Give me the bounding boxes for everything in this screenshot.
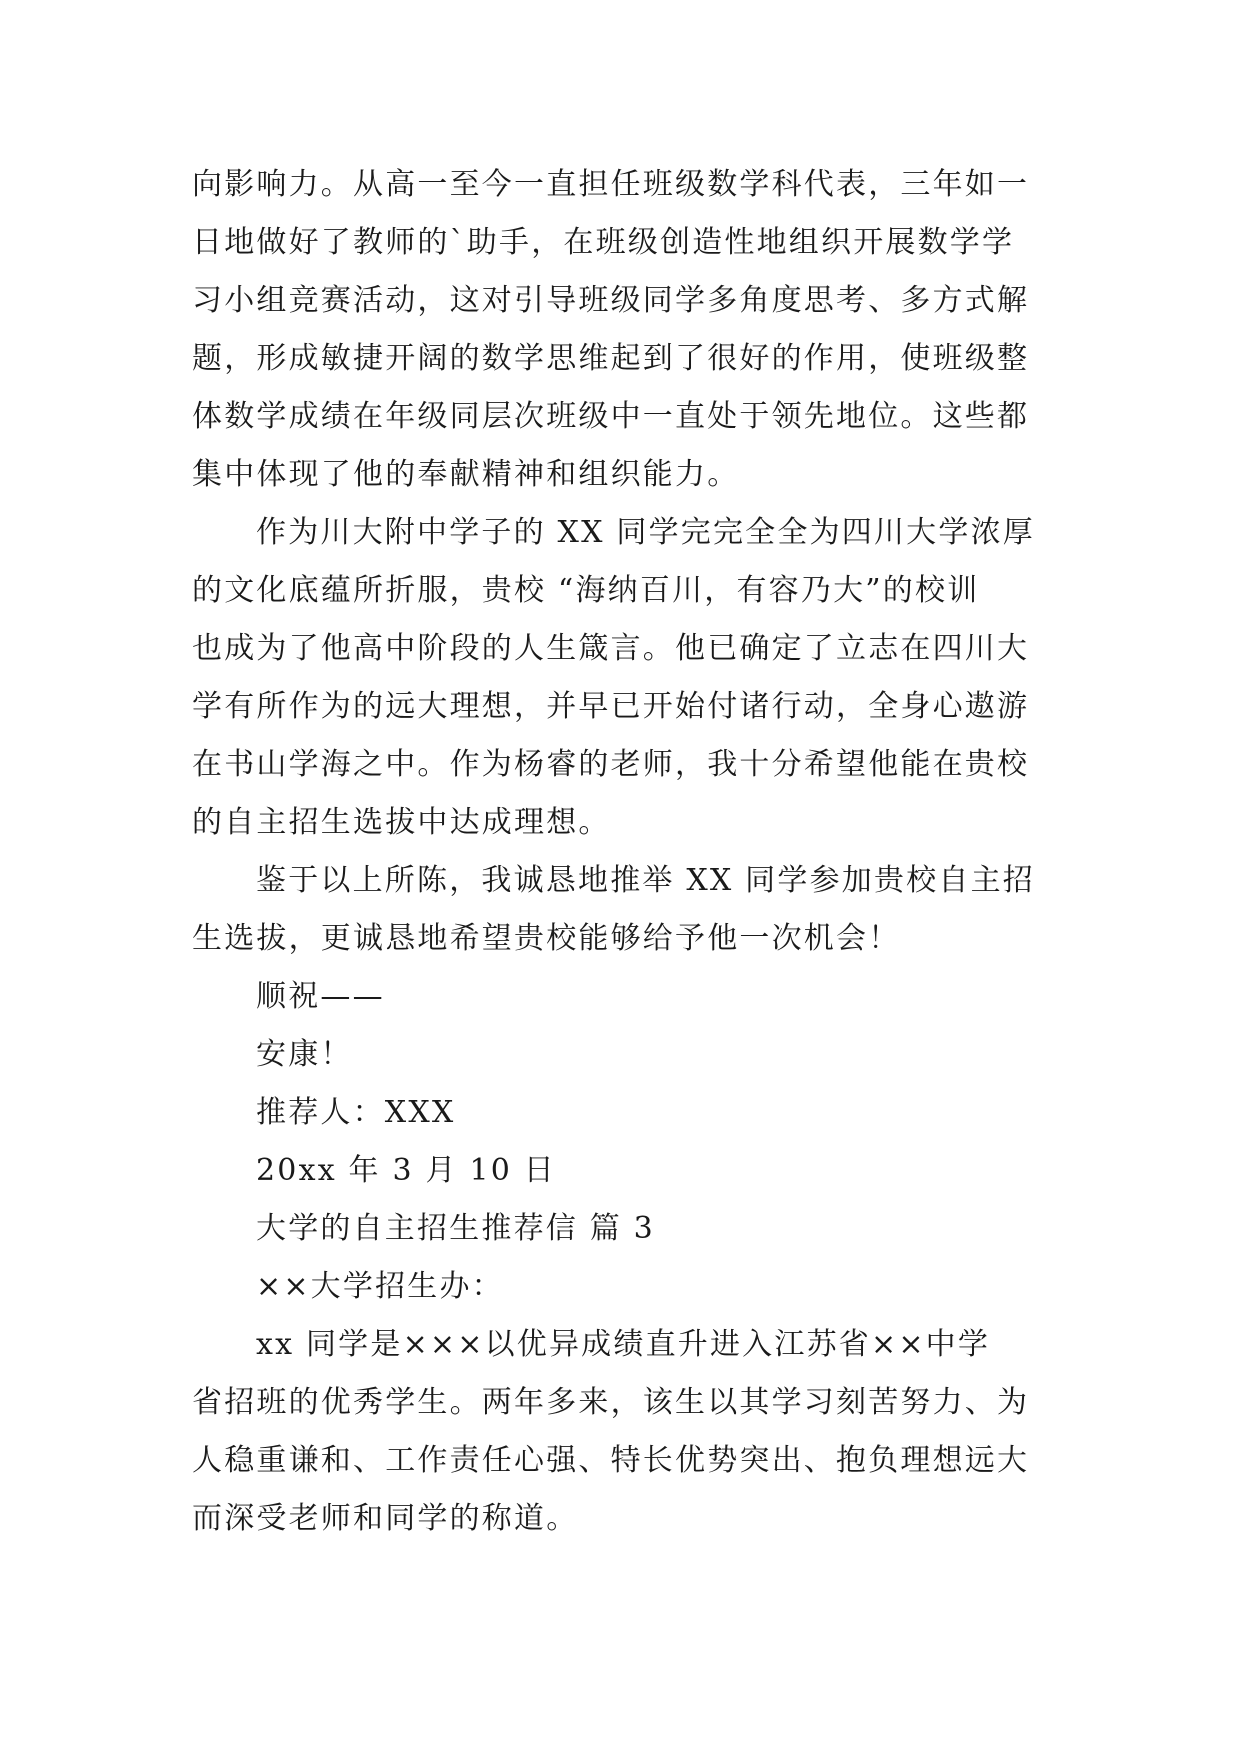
letter-date: 20xx 年 3 月 10 日 xyxy=(256,1153,556,1188)
text-line: 日地做好了教师的`助手，在班级创造性地组织开展数学学 xyxy=(192,225,1015,260)
text-line: 也成为了他高中阶段的人生箴言。他已确定了立志在四川大 xyxy=(192,631,1030,666)
text-line: 学有所作为的远大理想，并早已开始付诸行动，全身心遨游 xyxy=(192,689,1030,724)
text-line: 人稳重谦和、工作责任心强、特长优势突出、抱负理想远大 xyxy=(192,1443,1030,1478)
text-line: 向影响力。从高一至今一直担任班级数学科代表，三年如一 xyxy=(192,167,1030,202)
text-line: 生选拔，更诚恳地希望贵校能够给予他一次机会！ xyxy=(192,921,901,956)
text-line: 而深受老师和同学的称道。 xyxy=(192,1501,579,1536)
text-line: 的自主招生选拔中达成理想。 xyxy=(192,805,611,840)
text-line: 在书山学海之中。作为杨睿的老师，我十分希望他能在贵校 xyxy=(192,747,1030,782)
text-line: 集中体现了他的奉献精神和组织能力。 xyxy=(192,457,740,492)
recommender-signature: 推荐人：XXX xyxy=(256,1095,456,1130)
text-line: 题，形成敏捷开阔的数学思维起到了很好的作用，使班级整 xyxy=(192,341,1030,376)
paragraph-start-line: xx 同学是×××以优异成绩直升进入江苏省××中学 xyxy=(256,1327,991,1362)
closing-salutation: 顺祝—— xyxy=(256,979,385,1014)
section-heading: 大学的自主招生推荐信 篇 3 xyxy=(256,1211,655,1246)
document-body xyxy=(192,156,1052,1548)
text-line: 习小组竞赛活动，这对引导班级同学多角度思考、多方式解 xyxy=(192,283,1030,318)
paragraph-start-line: 作为川大附中学子的 XX 同学完完全全为四川大学浓厚 xyxy=(256,515,1035,550)
text-line: 的文化底蕴所折服，贵校 “海纳百川，有容乃大”的校训 xyxy=(192,573,980,608)
text-line: 省招班的优秀学生。两年多来，该生以其学习刻苦努力、为 xyxy=(192,1385,1030,1420)
letter-addressee: ××大学招生办： xyxy=(256,1269,504,1304)
closing-wish: 安康！ xyxy=(256,1037,353,1072)
text-line: 体数学成绩在年级同层次班级中一直处于领先地位。这些都 xyxy=(192,399,1030,434)
paragraph-start-line: 鉴于以上所陈，我诚恳地推举 XX 同学参加贵校自主招 xyxy=(256,863,1035,898)
